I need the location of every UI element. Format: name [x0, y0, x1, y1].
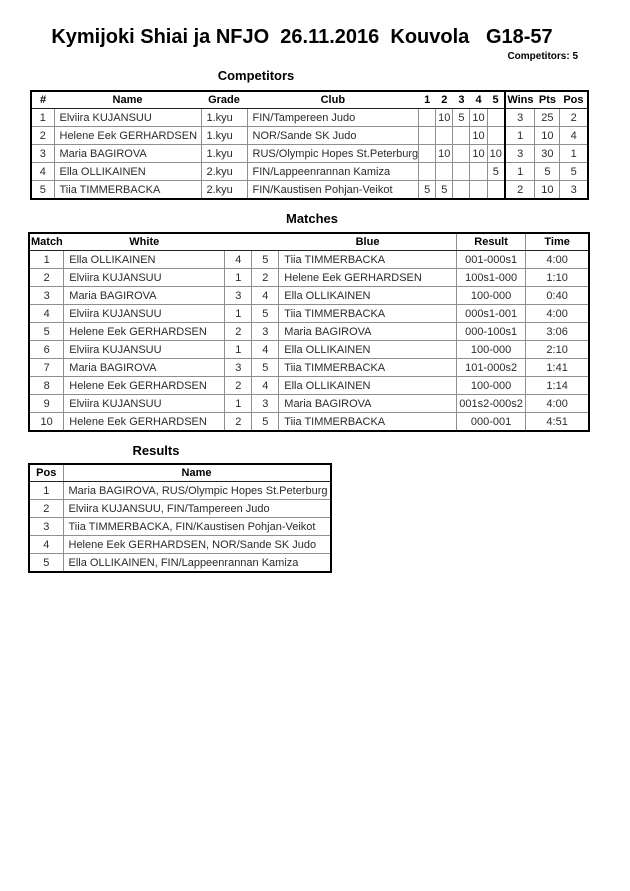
competitor-row [31, 181, 588, 200]
name-column-header: Name [54, 91, 201, 109]
match-result: 001s2-000s2 [457, 395, 526, 413]
competitors-count-label: Competitors: 5 [507, 51, 578, 62]
pts-cell: 30 [535, 145, 560, 163]
matches-table [28, 232, 590, 432]
match-result: 001-000s1 [457, 251, 526, 269]
wins-cell: 3 [505, 109, 535, 127]
result-competitor-name: Tiia TIMMERBACKA, FIN/Kaustisen Pohjan-Veikot [63, 518, 331, 536]
result-column-header: Result [457, 233, 526, 251]
competitor-grade: 2.kyu [201, 163, 247, 181]
white-competitor-number: 2 [225, 377, 252, 395]
match-time: 1:41 [525, 359, 589, 377]
blue-competitor-name: Tiia TIMMERBACKA [279, 251, 457, 269]
club-column-header: Club [247, 91, 419, 109]
blue-column-header: Blue [279, 233, 457, 251]
match-number: 2 [29, 269, 64, 287]
competitor-club: FIN/Tampereen Judo [247, 109, 419, 127]
blue-competitor-name: Ella OLLIKAINEN [279, 287, 457, 305]
matches-heading: Matches [285, 211, 339, 226]
white-competitor-number: 1 [225, 305, 252, 323]
score-vs-1-cell [419, 127, 436, 145]
pos-cell: 4 [560, 127, 588, 145]
blue-competitor-number: 4 [252, 377, 279, 395]
match-result: 000-001 [457, 413, 526, 432]
blue-competitor-number: 3 [252, 323, 279, 341]
result-competitor-name: Elviira KUJANSUU, FIN/Tampereen Judo [63, 500, 331, 518]
match-row [29, 359, 589, 377]
grade-column-header: Grade [201, 91, 247, 109]
score-vs-3-cell [453, 127, 470, 145]
score-vs-2-cell: 10 [436, 109, 453, 127]
match-time: 4:00 [525, 251, 589, 269]
white-number-column-header [225, 233, 252, 251]
competitor-name: Ella OLLIKAINEN [54, 163, 201, 181]
white-competitor-number: 2 [225, 323, 252, 341]
match-number: 4 [29, 305, 64, 323]
match-number: 7 [29, 359, 64, 377]
pos-cell: 1 [560, 145, 588, 163]
white-competitor-name: Maria BAGIROVA [64, 359, 225, 377]
match-row [29, 377, 589, 395]
match-time: 3:06 [525, 323, 589, 341]
score-vs-3-cell: 5 [453, 109, 470, 127]
score-vs-1-cell [419, 145, 436, 163]
result-row [29, 554, 331, 573]
match-time: 4:00 [525, 395, 589, 413]
score-vs-3-cell [453, 181, 470, 200]
competitor-row [31, 145, 588, 163]
match-result: 100-000 [457, 377, 526, 395]
white-competitor-number: 1 [225, 269, 252, 287]
match-number: 6 [29, 341, 64, 359]
competitor-club: FIN/Lappeenrannan Kamiza [247, 163, 419, 181]
match-row [29, 341, 589, 359]
competitor-number: 2 [31, 127, 54, 145]
blue-competitor-name: Ella OLLIKAINEN [279, 341, 457, 359]
match-result: 000s1-001 [457, 305, 526, 323]
result-position: 2 [29, 500, 63, 518]
white-competitor-name: Helene Eek GERHARDSEN [64, 413, 225, 432]
results-header-row [29, 464, 331, 482]
opponent-5-column-header: 5 [487, 91, 505, 109]
competitor-grade: 1.kyu [201, 109, 247, 127]
white-competitor-name: Helene Eek GERHARDSEN [64, 323, 225, 341]
competitor-row [31, 109, 588, 127]
white-competitor-number: 1 [225, 395, 252, 413]
match-number: 8 [29, 377, 64, 395]
match-result: 100-000 [457, 341, 526, 359]
white-competitor-number: 4 [225, 251, 252, 269]
match-number: 3 [29, 287, 64, 305]
competitor-grade: 2.kyu [201, 181, 247, 200]
opponent-1-column-header: 1 [419, 91, 436, 109]
pts-cell: 10 [535, 127, 560, 145]
time-column-header: Time [525, 233, 589, 251]
blue-competitor-number: 5 [252, 413, 279, 432]
competitors-header-row [31, 91, 588, 109]
match-row [29, 287, 589, 305]
number-column-header: # [31, 91, 54, 109]
pts-cell: 25 [535, 109, 560, 127]
wins-cell: 1 [505, 163, 535, 181]
white-competitor-name: Helene Eek GERHARDSEN [64, 377, 225, 395]
white-competitor-name: Elviira KUJANSUU [64, 269, 225, 287]
white-competitor-name: Elviira KUJANSUU [64, 341, 225, 359]
blue-competitor-name: Maria BAGIROVA [279, 323, 457, 341]
competitor-row [31, 163, 588, 181]
match-number: 9 [29, 395, 64, 413]
competitor-club: NOR/Sande SK Judo [247, 127, 419, 145]
score-vs-5-cell [487, 127, 505, 145]
result-position: 5 [29, 554, 63, 573]
result-row [29, 536, 331, 554]
blue-number-column-header [252, 233, 279, 251]
competitor-name: Elviira KUJANSUU [54, 109, 201, 127]
position-column-header: Pos [29, 464, 63, 482]
results-table [28, 463, 332, 573]
score-vs-3-cell [453, 163, 470, 181]
score-vs-3-cell [453, 145, 470, 163]
match-row [29, 413, 589, 432]
match-time: 4:51 [525, 413, 589, 432]
competitor-grade: 1.kyu [201, 145, 247, 163]
pos-cell: 3 [560, 181, 588, 200]
white-competitor-name: Maria BAGIROVA [64, 287, 225, 305]
pos-cell: 2 [560, 109, 588, 127]
score-vs-2-cell: 5 [436, 181, 453, 200]
pts-cell: 10 [535, 181, 560, 200]
result-position: 3 [29, 518, 63, 536]
result-position: 4 [29, 536, 63, 554]
competitor-club: RUS/Olympic Hopes St.Peterburg [247, 145, 419, 163]
match-time: 0:40 [525, 287, 589, 305]
match-number: 10 [29, 413, 64, 432]
competitor-number: 1 [31, 109, 54, 127]
white-column-header: White [64, 233, 225, 251]
match-number: 1 [29, 251, 64, 269]
score-vs-1-cell [419, 163, 436, 181]
opponent-4-column-header: 4 [470, 91, 487, 109]
match-row [29, 395, 589, 413]
match-result: 100-000 [457, 287, 526, 305]
competitor-club: FIN/Kaustisen Pohjan-Veikot [247, 181, 419, 200]
white-competitor-number: 1 [225, 341, 252, 359]
wins-cell: 2 [505, 181, 535, 200]
score-vs-4-cell [470, 163, 487, 181]
result-competitor-name: Helene Eek GERHARDSEN, NOR/Sande SK Judo [63, 536, 331, 554]
score-vs-4-cell: 10 [470, 127, 487, 145]
score-vs-5-cell [487, 181, 505, 200]
wins-column-header: Wins [505, 91, 535, 109]
competitor-grade: 1.kyu [201, 127, 247, 145]
match-time: 1:14 [525, 377, 589, 395]
blue-competitor-name: Helene Eek GERHARDSEN [279, 269, 457, 287]
match-time: 2:10 [525, 341, 589, 359]
pos-column-header: Pos [560, 91, 588, 109]
competitors-table [30, 90, 589, 200]
competitor-row [31, 127, 588, 145]
white-competitor-number: 3 [225, 287, 252, 305]
white-competitor-number: 3 [225, 359, 252, 377]
score-vs-5-cell: 5 [487, 163, 505, 181]
result-row [29, 500, 331, 518]
blue-competitor-number: 5 [252, 359, 279, 377]
white-competitor-name: Ella OLLIKAINEN [64, 251, 225, 269]
score-vs-5-cell [487, 109, 505, 127]
match-result: 101-000s2 [457, 359, 526, 377]
result-row [29, 482, 331, 500]
pos-cell: 5 [560, 163, 588, 181]
result-competitor-name: Ella OLLIKAINEN, FIN/Lappeenrannan Kamiza [63, 554, 331, 573]
result-position: 1 [29, 482, 63, 500]
match-row [29, 305, 589, 323]
blue-competitor-name: Tiia TIMMERBACKA [279, 413, 457, 432]
blue-competitor-number: 5 [252, 305, 279, 323]
match-row [29, 323, 589, 341]
score-vs-4-cell: 10 [470, 109, 487, 127]
blue-competitor-number: 2 [252, 269, 279, 287]
blue-competitor-number: 3 [252, 395, 279, 413]
results-heading: Results [132, 443, 180, 458]
match-result: 000-100s1 [457, 323, 526, 341]
wins-cell: 3 [505, 145, 535, 163]
score-vs-2-cell [436, 163, 453, 181]
blue-competitor-number: 4 [252, 341, 279, 359]
score-vs-4-cell [470, 181, 487, 200]
blue-competitor-number: 4 [252, 287, 279, 305]
white-competitor-name: Elviira KUJANSUU [64, 305, 225, 323]
white-competitor-name: Elviira KUJANSUU [64, 395, 225, 413]
blue-competitor-number: 5 [252, 251, 279, 269]
opponent-2-column-header: 2 [436, 91, 453, 109]
opponent-3-column-header: 3 [453, 91, 470, 109]
blue-competitor-name: Tiia TIMMERBACKA [279, 305, 457, 323]
score-vs-4-cell: 10 [470, 145, 487, 163]
matches-header-row [29, 233, 589, 251]
pts-column-header: Pts [535, 91, 560, 109]
competitor-name: Tiia TIMMERBACKA [54, 181, 201, 200]
score-vs-2-cell [436, 127, 453, 145]
competitor-number: 5 [31, 181, 54, 200]
match-time: 1:10 [525, 269, 589, 287]
result-row [29, 518, 331, 536]
result-name-column-header: Name [63, 464, 331, 482]
competitors-heading: Competitors [217, 68, 295, 83]
match-column-header: Match [29, 233, 64, 251]
white-competitor-number: 2 [225, 413, 252, 432]
match-row [29, 251, 589, 269]
blue-competitor-name: Ella OLLIKAINEN [279, 377, 457, 395]
blue-competitor-name: Maria BAGIROVA [279, 395, 457, 413]
score-vs-2-cell: 10 [436, 145, 453, 163]
competitor-name: Helene Eek GERHARDSEN [54, 127, 201, 145]
match-result: 100s1-000 [457, 269, 526, 287]
match-number: 5 [29, 323, 64, 341]
match-row [29, 269, 589, 287]
score-vs-1-cell: 5 [419, 181, 436, 200]
page-title: Kymijoki Shiai ja NFJO 26.11.2016 Kouvola G18-57 [51, 26, 553, 48]
competitor-name: Maria BAGIROVA [54, 145, 201, 163]
score-vs-5-cell: 10 [487, 145, 505, 163]
competitor-number: 4 [31, 163, 54, 181]
wins-cell: 1 [505, 127, 535, 145]
result-competitor-name: Maria BAGIROVA, RUS/Olympic Hopes St.Peterburg [63, 482, 331, 500]
competitor-number: 3 [31, 145, 54, 163]
match-time: 4:00 [525, 305, 589, 323]
score-vs-1-cell [419, 109, 436, 127]
pts-cell: 5 [535, 163, 560, 181]
blue-competitor-name: Tiia TIMMERBACKA [279, 359, 457, 377]
